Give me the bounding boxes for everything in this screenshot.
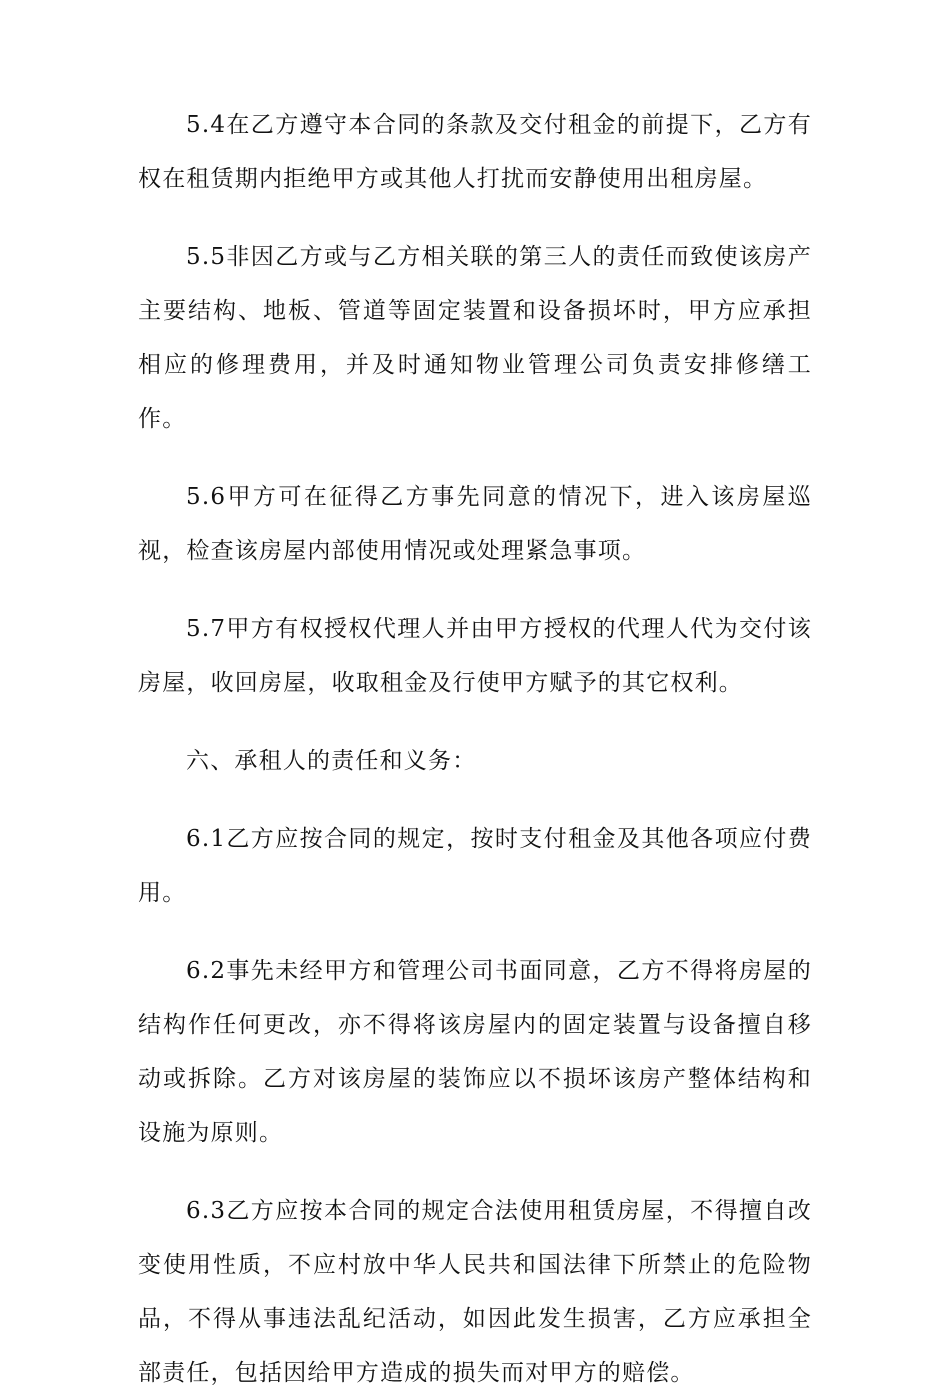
clause-6-3: 6.3乙方应按本合同的规定合法使用租赁房屋，不得擅自改变使用性质，不应村放中华人民共和国法律下所禁止的危险物品，不得从事违法乱纪活动，如因此发生损害，乙方应承担全部责任，包括因给甲方造成的损失而对甲方的赔偿。 xyxy=(138,1198,812,1386)
clause-5-7: 5.7甲方有权授权代理人并由甲方授权的代理人代为交付该房屋，收回房屋，收取租金及行使甲方赋予的其它权利。 xyxy=(138,616,812,696)
clause-5-6: 5.6甲方可在征得乙方事先同意的情况下，进入该房屋巡视，检查该房屋内部使用情况或处理紧急事项。 xyxy=(138,484,812,564)
clause-6-2: 6.2事先未经甲方和管理公司书面同意，乙方不得将房屋的结构作任何更改，亦不得将该房屋内的固定装置与设备擅自移动或拆除。乙方对该房屋的装饰应以不损坏该房产整体结构和设施为原则。 xyxy=(138,958,812,1146)
clause-6-1: 6.1乙方应按合同的规定，按时支付租金及其他各项应付费用。 xyxy=(138,826,812,906)
clause-5-5: 5.5非因乙方或与乙方相关联的第三人的责任而致使该房产主要结构、地板、管道等固定装置和设备损坏时，甲方应承担相应的修理费用，并及时通知物业管理公司负责安排修缮工作。 xyxy=(138,244,812,432)
section-heading-6: 六、承租人的责任和义务： xyxy=(186,748,477,774)
clause-5-4: 5.4在乙方遵守本合同的条款及交付租金的前提下，乙方有权在租赁期内拒绝甲方或其他人打扰而安静使用出租房屋。 xyxy=(138,112,812,192)
